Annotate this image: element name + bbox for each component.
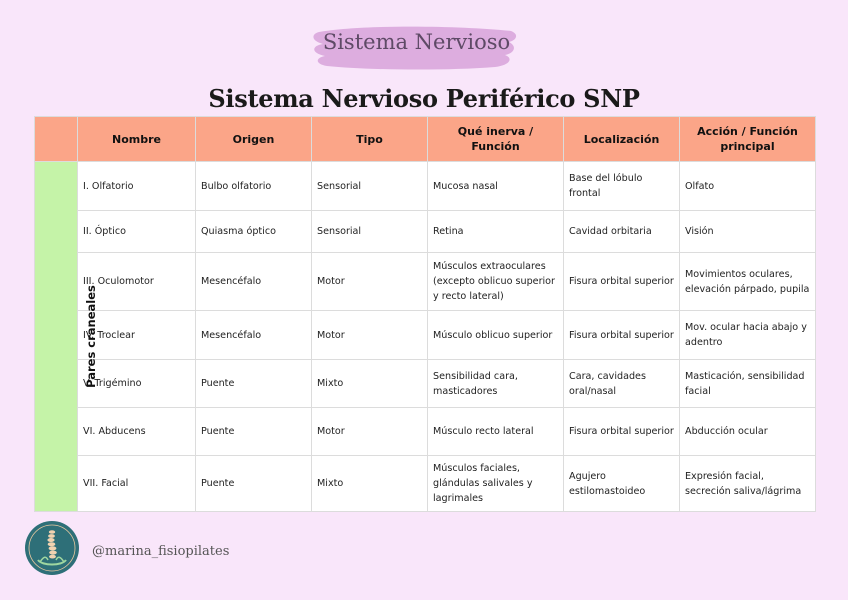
section-title: Sistema Nervioso	[322, 30, 511, 54]
table-cell: Bulbo olfatorio	[196, 162, 312, 211]
table-cell: Motor	[312, 253, 428, 311]
column-header: Origen	[196, 117, 312, 162]
table-cell: Sensorial	[312, 162, 428, 211]
table-corner-cell	[35, 117, 78, 162]
table-cell: VI. Abducens	[78, 408, 196, 456]
table-cell: Músculos extraoculares (excepto oblicuo superior y recto lateral)	[428, 253, 564, 311]
table-cell: Puente	[196, 456, 312, 512]
table-cell: Músculo recto lateral	[428, 408, 564, 456]
table-cell: VII. Facial	[78, 456, 196, 512]
table-cell: Cavidad orbitaria	[564, 211, 680, 253]
table-cell: Agujero estilomastoideo	[564, 456, 680, 512]
table-header-row	[35, 117, 816, 162]
page-title: Sistema Nervioso Periférico SNP	[208, 84, 640, 113]
social-handle: @marina_fisiopilates	[92, 544, 230, 559]
table-cell: Fisura orbital superior	[564, 311, 680, 360]
table-row	[35, 162, 816, 211]
table-cell: Puente	[196, 408, 312, 456]
table-cell: Mixto	[312, 456, 428, 512]
table-cell: Mucosa nasal	[428, 162, 564, 211]
side-label: Pares craneales	[83, 284, 98, 388]
table-cell: Cara, cavidades oral/nasal	[564, 360, 680, 408]
table-cell: Retina	[428, 211, 564, 253]
table-row	[35, 408, 816, 456]
side-label-cell	[35, 162, 98, 512]
table-cell: Masticación, sensibilidad facial	[680, 360, 816, 408]
table-cell: IV. Troclear	[78, 311, 196, 360]
table-row	[35, 360, 816, 408]
table-cell: Base del lóbulo frontal	[564, 162, 680, 211]
table-cell: Motor	[312, 408, 428, 456]
table-row	[35, 311, 816, 360]
table-row	[35, 253, 816, 311]
table-cell: Músculo oblicuo superior	[428, 311, 564, 360]
table-cell: I. Olfatorio	[78, 162, 196, 211]
table-cell: III. Oculomotor	[78, 253, 196, 311]
table-cell: Quiasma óptico	[196, 211, 312, 253]
table-cell: Músculos faciales, glándulas salivales y lagrimales	[428, 456, 564, 512]
table-row	[35, 211, 816, 253]
table-cell: Mesencéfalo	[196, 311, 312, 360]
table-cell: Mov. ocular hacia abajo y adentro	[680, 311, 816, 360]
table-cell: Mesencéfalo	[196, 253, 312, 311]
column-header: Localización	[564, 117, 680, 162]
table-cell: Fisura orbital superior	[564, 408, 680, 456]
table-cell: Fisura orbital superior	[564, 253, 680, 311]
table-cell: Puente	[196, 360, 312, 408]
table-cell: Abducción ocular	[680, 408, 816, 456]
table-cell: Sensibilidad cara, masticadores	[428, 360, 564, 408]
table-cell: Visión	[680, 211, 816, 253]
column-header: Acción / Función principal	[680, 117, 816, 162]
table-cell: Sensorial	[312, 211, 428, 253]
table-cell: Expresión facial, secreción saliva/lágrima	[680, 456, 816, 512]
table-row	[35, 456, 816, 512]
table-cell: II. Óptico	[78, 211, 196, 253]
column-header: Nombre	[78, 117, 196, 162]
table-cell: Movimientos oculares, elevación párpado, pupila	[680, 253, 816, 311]
table-cell: Mixto	[312, 360, 428, 408]
cranial-nerves-table	[34, 116, 816, 512]
table-cell: Olfato	[680, 162, 816, 211]
table-cell: V. Trigémino	[78, 360, 196, 408]
column-header: Qué inerva / Función	[428, 117, 564, 162]
column-header: Tipo	[312, 117, 428, 162]
spine-logo-icon	[24, 520, 80, 576]
table-cell: Motor	[312, 311, 428, 360]
